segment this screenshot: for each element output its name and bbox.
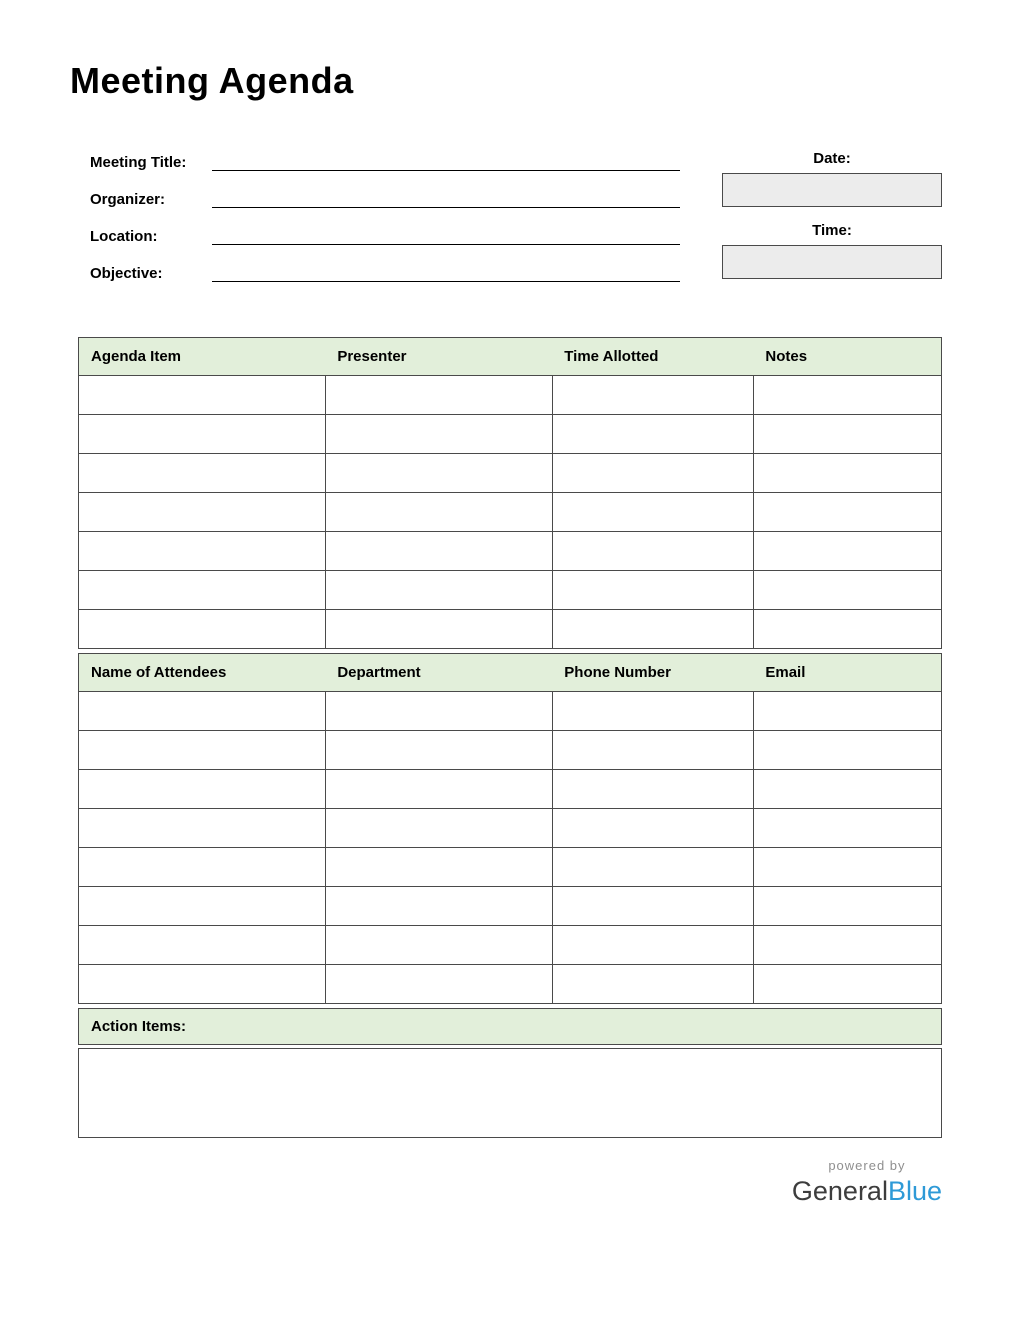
attendee-cell[interactable] xyxy=(552,770,753,809)
agenda-cell[interactable] xyxy=(79,493,326,532)
agenda-cell[interactable] xyxy=(325,532,552,571)
agenda-cell[interactable] xyxy=(79,376,326,415)
agenda-cell[interactable] xyxy=(79,532,326,571)
table-row xyxy=(79,848,942,887)
attendee-cell[interactable] xyxy=(753,731,941,770)
attendee-cell[interactable] xyxy=(753,692,941,731)
organizer-label: Organizer: xyxy=(90,191,166,208)
agenda-cell[interactable] xyxy=(552,493,753,532)
attendee-cell[interactable] xyxy=(79,965,326,1004)
agenda-cell[interactable] xyxy=(79,610,326,649)
attendee-cell[interactable] xyxy=(325,965,552,1004)
agenda-table xyxy=(78,337,942,649)
table-row xyxy=(79,809,942,848)
table-row xyxy=(79,731,942,770)
time-label: Time: xyxy=(812,222,852,239)
agenda-cell[interactable] xyxy=(753,376,941,415)
table-row xyxy=(79,454,942,493)
attendee-cell[interactable] xyxy=(552,848,753,887)
page-title: Meeting Agenda xyxy=(70,60,354,101)
action-items-label: Action Items: xyxy=(78,1008,942,1045)
agenda-cell[interactable] xyxy=(79,454,326,493)
action-items-input[interactable] xyxy=(78,1048,942,1138)
phone-number-header: Phone Number xyxy=(552,654,753,692)
tables-section xyxy=(78,337,942,1138)
attendee-cell[interactable] xyxy=(552,809,753,848)
generalblue-logo xyxy=(792,1175,942,1207)
objective-label: Objective: xyxy=(90,265,163,282)
table-row xyxy=(79,965,942,1004)
agenda-cell[interactable] xyxy=(552,376,753,415)
agenda-cell[interactable] xyxy=(325,493,552,532)
presenter-header: Presenter xyxy=(325,338,552,376)
attendee-cell[interactable] xyxy=(79,809,326,848)
attendees-header-row xyxy=(79,654,942,692)
agenda-cell[interactable] xyxy=(325,415,552,454)
agenda-cell[interactable] xyxy=(753,454,941,493)
agenda-cell[interactable] xyxy=(552,610,753,649)
table-row xyxy=(79,415,942,454)
attendee-cell[interactable] xyxy=(325,731,552,770)
agenda-cell[interactable] xyxy=(753,532,941,571)
organizer-input-line[interactable] xyxy=(212,183,680,208)
email-header: Email xyxy=(753,654,941,692)
date-input[interactable] xyxy=(722,173,942,207)
attendee-cell[interactable] xyxy=(753,809,941,848)
attendee-cell[interactable] xyxy=(552,887,753,926)
table-row xyxy=(79,692,942,731)
agenda-item-header: Agenda Item xyxy=(79,338,326,376)
agenda-cell[interactable] xyxy=(325,571,552,610)
attendee-cell[interactable] xyxy=(79,731,326,770)
table-row xyxy=(79,610,942,649)
agenda-cell[interactable] xyxy=(552,571,753,610)
brand-footer xyxy=(792,1158,942,1207)
attendee-cell[interactable] xyxy=(79,926,326,965)
agenda-cell[interactable] xyxy=(552,415,753,454)
table-row xyxy=(79,532,942,571)
table-row xyxy=(79,493,942,532)
agenda-cell[interactable] xyxy=(753,571,941,610)
name-of-attendees-header: Name of Attendees xyxy=(79,654,326,692)
attendee-cell[interactable] xyxy=(753,965,941,1004)
table-row xyxy=(79,376,942,415)
agenda-cell[interactable] xyxy=(753,610,941,649)
powered-by-text: powered by xyxy=(828,1158,906,1173)
attendee-cell[interactable] xyxy=(325,770,552,809)
agenda-cell[interactable] xyxy=(325,454,552,493)
location-row xyxy=(90,218,680,245)
location-label: Location: xyxy=(90,228,158,245)
attendee-cell[interactable] xyxy=(79,770,326,809)
attendees-table xyxy=(78,653,942,1004)
attendee-cell[interactable] xyxy=(79,692,326,731)
agenda-cell[interactable] xyxy=(552,532,753,571)
department-header: Department xyxy=(325,654,552,692)
objective-input-line[interactable] xyxy=(212,257,680,282)
table-row xyxy=(79,770,942,809)
time-allotted-header: Time Allotted xyxy=(552,338,753,376)
attendee-cell[interactable] xyxy=(325,926,552,965)
brand-general-text: General xyxy=(791,1176,888,1206)
meeting-title-row xyxy=(90,144,680,171)
agenda-cell[interactable] xyxy=(79,571,326,610)
attendee-cell[interactable] xyxy=(79,887,326,926)
attendee-cell[interactable] xyxy=(552,926,753,965)
date-label: Date: xyxy=(813,150,851,167)
attendee-cell[interactable] xyxy=(325,809,552,848)
table-row xyxy=(79,887,942,926)
meeting-title-input-line[interactable] xyxy=(212,146,680,171)
notes-header: Notes xyxy=(753,338,941,376)
objective-row xyxy=(90,255,680,282)
attendee-cell[interactable] xyxy=(753,926,941,965)
agenda-header-row xyxy=(79,338,942,376)
attendee-cell[interactable] xyxy=(753,848,941,887)
agenda-cell[interactable] xyxy=(79,415,326,454)
attendee-cell[interactable] xyxy=(552,965,753,1004)
time-input[interactable] xyxy=(722,245,942,279)
agenda-cell[interactable] xyxy=(753,415,941,454)
attendee-cell[interactable] xyxy=(552,731,753,770)
attendee-cell[interactable] xyxy=(552,692,753,731)
agenda-cell[interactable] xyxy=(552,454,753,493)
attendee-cell[interactable] xyxy=(753,887,941,926)
meeting-title-label: Meeting Title: xyxy=(90,154,187,171)
agenda-cell[interactable] xyxy=(753,493,941,532)
agenda-cell[interactable] xyxy=(325,610,552,649)
attendee-cell[interactable] xyxy=(79,848,326,887)
location-input-line[interactable] xyxy=(212,220,680,245)
meeting-info-form xyxy=(90,144,680,292)
table-row xyxy=(79,571,942,610)
attendee-cell[interactable] xyxy=(325,887,552,926)
brand-blue-text: Blue xyxy=(887,1176,942,1206)
attendee-cell[interactable] xyxy=(325,692,552,731)
date-time-panel xyxy=(722,144,942,288)
attendee-cell[interactable] xyxy=(325,848,552,887)
organizer-row xyxy=(90,181,680,208)
table-row xyxy=(79,926,942,965)
attendee-cell[interactable] xyxy=(753,770,941,809)
agenda-cell[interactable] xyxy=(325,376,552,415)
